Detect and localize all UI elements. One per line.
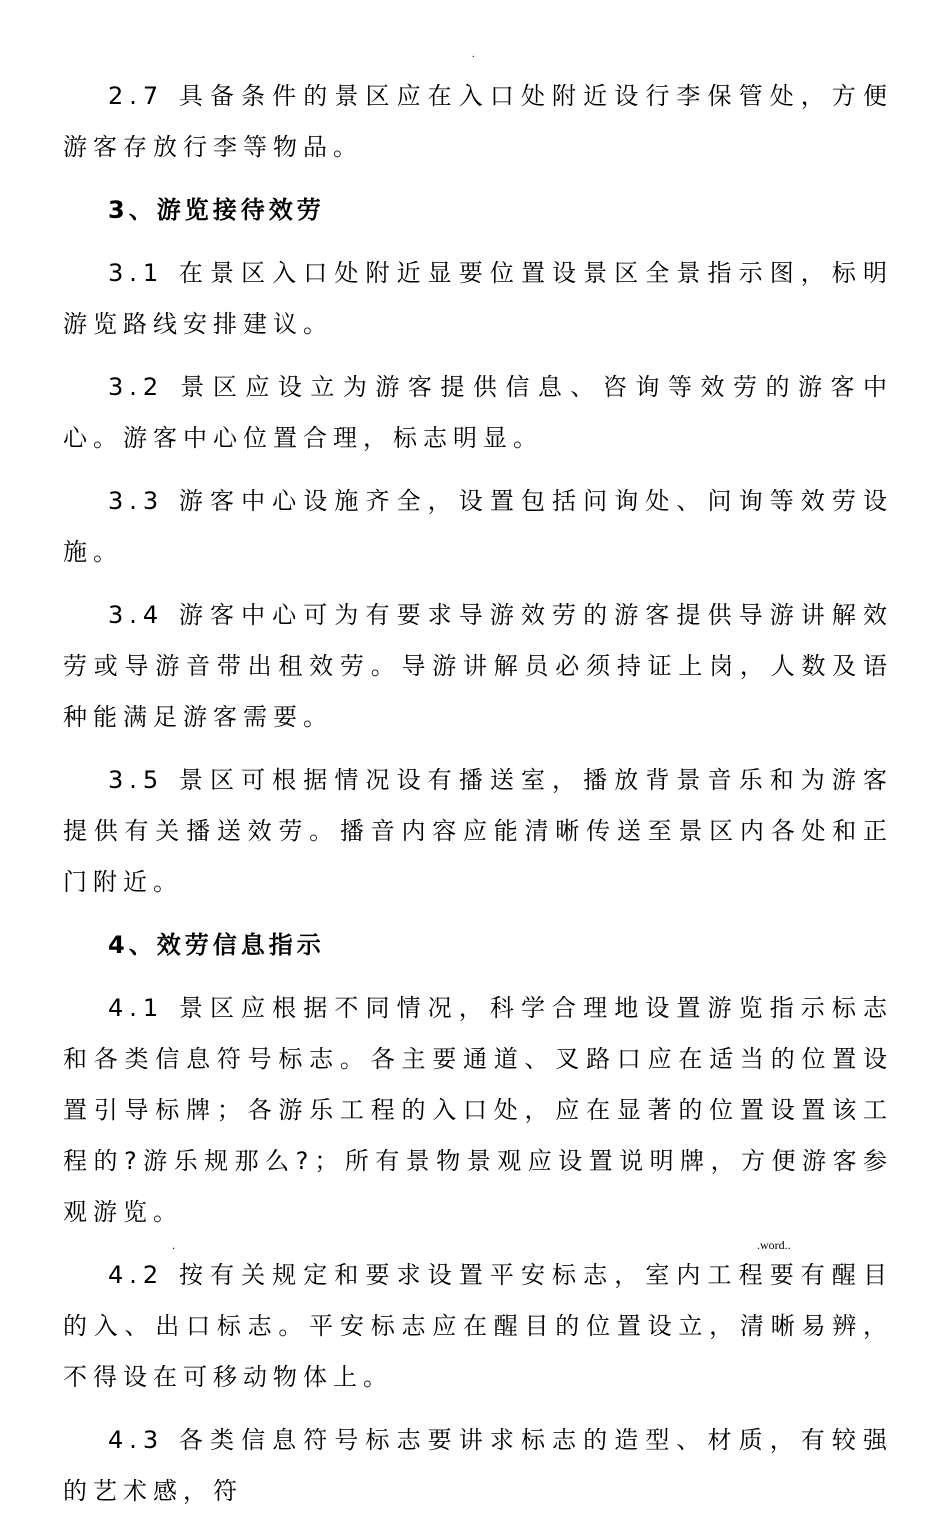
- paragraph-3-1: 3.1 在景区入口处附近显要位置设景区全景指示图，标明游览路线安排建议。: [63, 259, 893, 338]
- paragraph-2-7: 2.7 具备条件的景区应在入口处附近设行李保管处，方便游客存放行李等物品。: [63, 82, 893, 161]
- paragraph-4-2: 4.2 按有关规定和要求设置平安标志，室内工程要有醒目的入、出口标志。平安标志应在醒目的位置设立，清晰易辨，不得设在可移动物体上。: [63, 1261, 893, 1391]
- header-mark: .: [472, 49, 475, 60]
- paragraph-3-4: 3.4 游客中心可为有要求导游效劳的游客提供导游讲解效劳或导游音带出租效劳。导游讲解员必须持证上岗，人数及语种能满足游客需要。: [63, 601, 893, 731]
- paragraph-3-2: 3.2 景区应设立为游客提供信息、咨询等效劳的游客中心。游客中心位置合理，标志明显。: [63, 373, 893, 452]
- paragraph-3-3: 3.3 游客中心设施齐全，设置包括问询处、问询等效劳设施。: [63, 487, 893, 566]
- paragraph-3-5: 3.5 景区可根据情况设有播送室，播放背景音乐和为游客提供有关播送效劳。播音内容应能清晰传送至景区内各处和正门附近。: [63, 766, 893, 896]
- section-heading-3: 3、游览接待效劳: [108, 196, 325, 224]
- section-heading-4: 4、效劳信息指示: [108, 931, 325, 959]
- paragraph-4-3: 4.3 各类信息符号标志要讲求标志的造型、材质，有较强的艺术感，符: [63, 1426, 893, 1505]
- document-body: [63, 71, 893, 1529]
- paragraph-4-1: 4.1 景区应根据不同情况，科学合理地设置游览指示标志和各类信息符号标志。各主要通道、叉路口应在适当的位置设置引导标牌；各游乐工程的入口处，应在显著的位置设置该工程的?游乐规那么?；所有景物景观应设置说明牌，方便游客参观游览。: [63, 994, 893, 1226]
- footer-word-mark: .word..: [757, 1238, 791, 1252]
- footer-left-mark: .: [172, 1238, 175, 1252]
